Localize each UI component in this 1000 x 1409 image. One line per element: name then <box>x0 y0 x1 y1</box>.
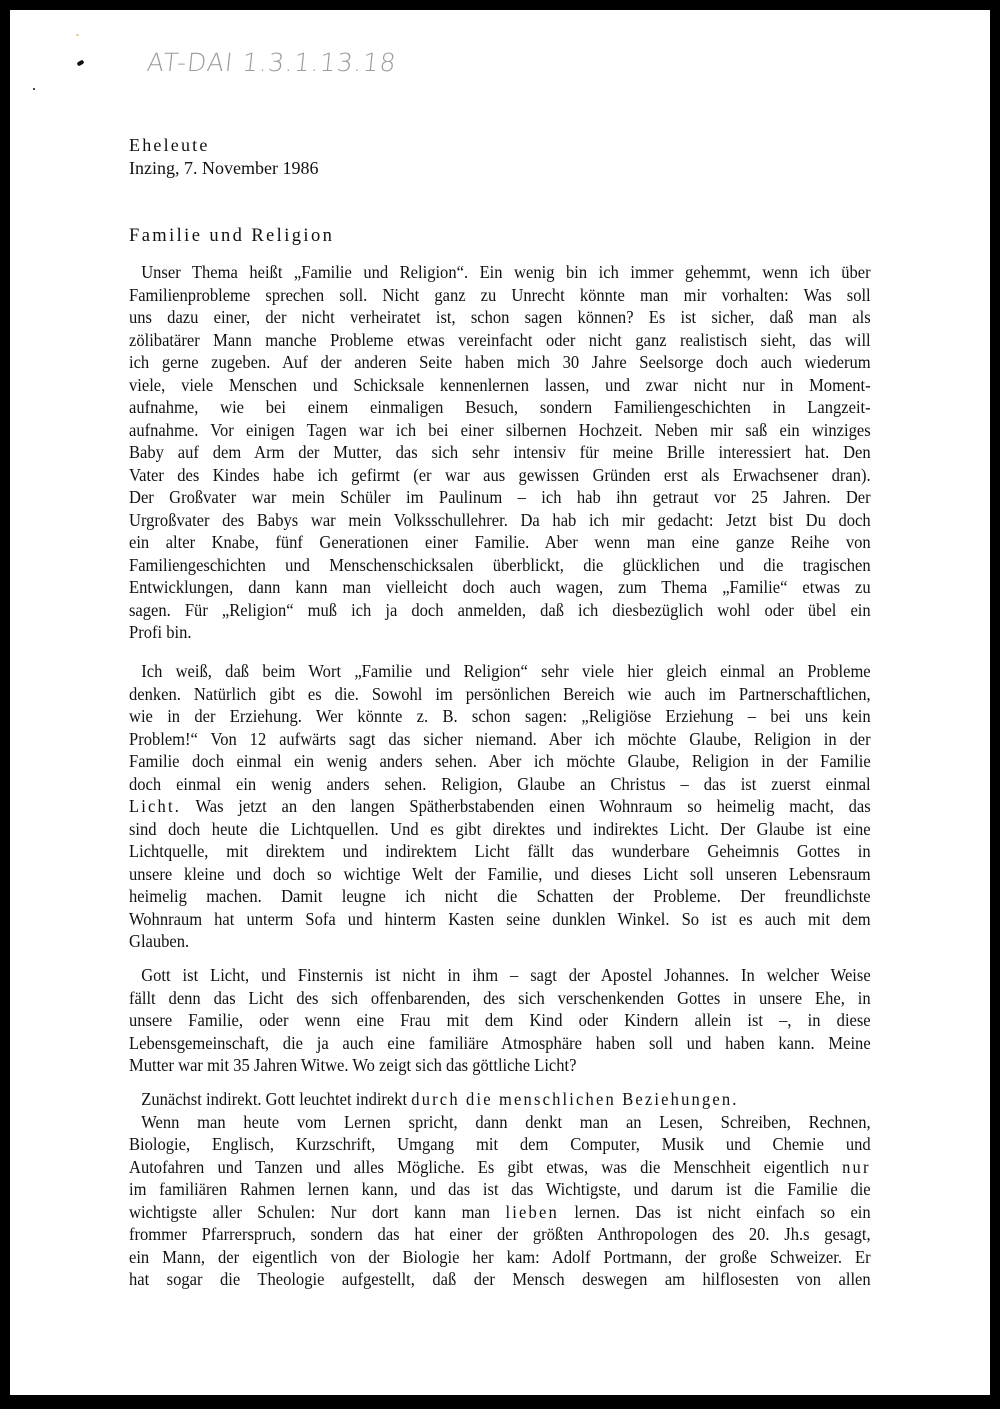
text-line <box>129 441 871 464</box>
text-line <box>129 261 871 284</box>
text-line <box>129 705 871 728</box>
text-line <box>129 486 871 509</box>
text: doch einmal ein wenig anders sehen. Religion, Glaube an Christus – das ist zuerst einmal <box>129 773 871 794</box>
text: Autofahren und Tanzen und alles Mögliche. Es gibt etwas, was die Menschheit eigentlich <box>129 1156 843 1177</box>
archive-signature: AT-DAI 1.3.1.13.18 <box>145 48 399 77</box>
text: ein Mann, der eigentlich von der Biologie her kam: Adolf Portmann, der große Schweizer. Er <box>129 1246 871 1267</box>
text: ich gerne zugeben. Auf der anderen Seite haben mich 30 Jahre Seelsorge doch auch wiederum <box>129 352 871 372</box>
text: wie in der Erziehung. Wer könnte z. B. schon sagen: „Religiöse Erziehung – bei uns kein <box>129 706 871 726</box>
text: Lebensgemeinschaft, die ja auch eine familiäre Atmosphäre haben soll und haben kann. Meine <box>129 1032 871 1053</box>
scan-speck <box>33 88 35 90</box>
text: ein alter Knabe, fünf Generationen einer Familie. Aber wenn man eine ganze Reihe von <box>129 532 871 552</box>
text: hat sogar die Theologie aufgestellt, daß der Mensch deswegen am hilflosesten von allen <box>129 1269 871 1289</box>
text: fällt denn das Licht des sich offenbarenden, des sich verschenkenden Gottes in unsere Ehe, in <box>129 987 871 1008</box>
text: Gott ist Licht, und Finsternis ist nicht in ihm – sagt der Apostel Johannes. In welcher Weise <box>141 965 871 985</box>
text: denken. Natürlich gibt es die. Sowohl im persönlichen Bereich wie auch im Partnerschaftlichen, <box>129 683 871 704</box>
emphasized-text: nur <box>842 1156 871 1177</box>
text-line <box>129 1088 871 1111</box>
emphasized-text: lieben <box>505 1201 559 1222</box>
text: Vater des Kindes habe ich gefirmt (er war aus gewissen Gründen erst als Erwachsener dran). <box>129 464 871 485</box>
text: Urgroßvater des Babys war mein Volksschullehrer. Da hab ich mir gedacht: Jetzt bist Du doch <box>129 509 871 530</box>
text-line <box>129 396 871 419</box>
text-line <box>129 863 871 886</box>
text: frommer Pfarrerspruch, sondern das hat einer der größten Anthropologen des 20. Jh.s gesagt, <box>129 1224 871 1244</box>
text-line <box>129 840 871 863</box>
text: aufnahme, wie bei einem einmaligen Besuch, sondern Familiengeschichten in Langzeit- <box>129 397 871 417</box>
text-line <box>129 599 871 622</box>
text: Der Großvater war mein Schüler im Paulinum – ich hab ihn getraut vor 25 Jahren. Der <box>129 487 871 507</box>
text-line <box>129 1009 871 1032</box>
document-title: Familie und Religion <box>129 226 335 246</box>
text-line <box>129 284 871 307</box>
text: aufnahme. Vor einigen Tagen war ich bei einer silbernen Hochzeit. Neben mir saß ein winziges <box>129 419 871 440</box>
text: heimelig machen. Damit leugne ich nicht die Schatten der Probleme. Der freundlichste <box>129 886 871 906</box>
text: Entwicklungen, dann kann man vielleicht doch auch wagen, zum Thema „Familie“ etwas zu <box>129 577 871 597</box>
text-line <box>129 1268 871 1291</box>
text-line <box>129 964 871 987</box>
text: Was jetzt an den langen Spätherbstabenden einen Wohnraum so heimelig macht, das <box>181 796 871 816</box>
text-line <box>129 1111 871 1134</box>
text-line <box>129 660 871 683</box>
text: Lichtquelle, mit direktem und indirektem Licht fällt das wunderbare Geheimnis Gottes in <box>129 841 871 861</box>
text: Ich weiß, daß beim Wort „Familie und Religion“ sehr viele hier gleich einmal an Probleme <box>141 661 871 681</box>
text-line <box>129 750 871 773</box>
paragraph <box>129 964 871 1077</box>
emphasized-text: durch die menschlichen Beziehungen. <box>411 1089 739 1109</box>
text-line <box>129 554 871 577</box>
text-line <box>129 728 871 751</box>
text: wichtigste aller Schulen: Nur dort kann man <box>129 1201 506 1222</box>
text-line <box>129 329 871 352</box>
text: Familienprobleme sprechen soll. Nicht ganz zu Unrecht könnte man mir vorhalten: Was soll <box>129 284 871 305</box>
text-line <box>129 621 871 644</box>
text: zölibatärer Mann manche Probleme etwas vereinfacht oder nicht ganz realistisch sieht, das will <box>129 329 871 350</box>
text: Biologie, Englisch, Kurzschrift, Umgang mit dem Computer, Musik und Chemie und <box>129 1134 871 1154</box>
audience-label: Eheleute <box>129 135 210 155</box>
text: Familie doch einmal ein wenig anders sehen. Aber ich möchte Glaube, Religion in der Familie <box>129 751 871 771</box>
text-line <box>129 1223 871 1246</box>
text: viele, viele Menschen und Schicksale kennenlernen lassen, und zwar nicht nur in Moment- <box>129 374 871 395</box>
text-line <box>129 1246 871 1269</box>
paragraph <box>129 261 871 644</box>
text: Baby auf dem Arm der Mutter, das sich sehr intensiv für meine Brille interessiert hat. Den <box>129 442 871 462</box>
paragraph <box>129 660 871 953</box>
text: Familiengeschichten und Menschenschicksalen überblickt, die glücklichen und die tragischen <box>129 554 871 575</box>
text: Glauben. <box>129 931 190 951</box>
text: Problem!“ Von 12 aufwärts sagt das sicher niemand. Aber ich möchte Glaube, Religion in der <box>129 728 871 749</box>
text-line <box>129 531 871 554</box>
text-line <box>129 885 871 908</box>
text: Wohnraum hat unterm Sofa und hinterm Kasten seine dunklen Winkel. So ist es auch mit dem <box>129 908 871 929</box>
text: Profi bin. <box>129 622 192 642</box>
text: unsere kleine und doch so wichtige Welt der Familie, und dieses Licht soll unseren Lebensraum <box>129 863 871 884</box>
text: Mutter war mit 35 Jahren Witwe. Wo zeigt sich das göttliche Licht? <box>129 1055 577 1075</box>
scan-speck <box>76 60 84 67</box>
text: Unser Thema heißt „Familie und Religion“. Ein wenig bin ich immer gehemmt, wenn ich über <box>141 262 871 282</box>
text: Wenn man heute vom Lernen spricht, dann denkt man an Lesen, Schreiben, Rechnen, <box>141 1111 871 1132</box>
text: sagen. Für „Religion“ muß ich ja doch anmelden, daß ich diesbezüglich wohl oder übel ein <box>129 599 871 620</box>
text: lernen. Das ist nicht einfach so ein <box>558 1201 871 1222</box>
text-line <box>129 1201 871 1224</box>
text-line <box>129 930 871 953</box>
text-line <box>129 818 871 841</box>
text: sind doch heute die Lichtquellen. Und es gibt direktes und indirektes Licht. Der Glaube ist eine <box>129 818 871 839</box>
place-date: Inzing, 7. November 1986 <box>129 158 319 178</box>
text-line <box>129 795 871 818</box>
text-line <box>129 374 871 397</box>
text-line <box>129 509 871 532</box>
text-line <box>129 683 871 706</box>
text-line <box>129 908 871 931</box>
text-line <box>129 464 871 487</box>
emphasized-text: Licht. <box>129 796 182 816</box>
text: im familiären Rahmen lernen kann, und das ist das Wichtigste, und darum ist die Familie die <box>129 1179 871 1199</box>
text-line <box>129 1178 871 1201</box>
text-line <box>129 1156 871 1179</box>
paragraph <box>129 1088 871 1291</box>
text-line <box>129 1133 871 1156</box>
scan-speck <box>76 34 79 36</box>
text-line <box>129 773 871 796</box>
text: uns dazu einer, der nicht verheiratet ist, schon sagen können? Es ist sicher, daß man als <box>129 307 871 327</box>
document-page <box>10 10 990 1395</box>
text-line <box>129 987 871 1010</box>
text-line <box>129 306 871 329</box>
text: unsere Familie, oder wenn eine Frau mit dem Kind oder Kindern allein ist –, in diese <box>129 1010 871 1030</box>
text-line <box>129 1054 871 1077</box>
text-line <box>129 419 871 442</box>
text-line <box>129 1032 871 1055</box>
text-line <box>129 576 871 599</box>
text: Zunächst indirekt. Gott leuchtet indirekt <box>141 1089 412 1109</box>
text-line <box>129 351 871 374</box>
